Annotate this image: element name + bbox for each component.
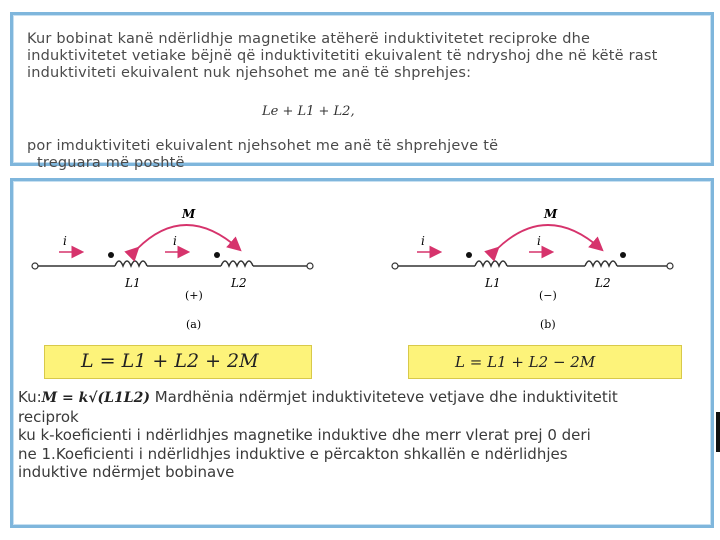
explanation-line-2: reciprok (18, 407, 79, 426)
label-i2: i (173, 234, 177, 248)
label-sign: (−) (539, 289, 557, 302)
dot-marker-1 (466, 252, 472, 258)
dot-marker-2 (620, 252, 626, 258)
terminal-left (32, 263, 38, 269)
coupled-coils-diagram-a (25, 189, 325, 339)
intro-line-4: por imduktiviteti ekuivalent njehsohet me anë të shprehjeve të (27, 138, 499, 154)
mutual-inductance-formula: M = k√(L1L2) (41, 390, 150, 406)
terminal-left (392, 263, 398, 269)
label-sign: (+) (185, 289, 203, 302)
label-l2: L2 (595, 276, 611, 290)
label-m: M (182, 207, 196, 221)
terminal-right (667, 263, 673, 269)
label-caption: (a) (186, 318, 202, 331)
coil-l2 (221, 261, 253, 266)
intro-paragraph (27, 31, 707, 82)
formula-series-aiding: L = L1 + L2 + 2M (44, 345, 312, 379)
intro-line-5: treguara më poshtë (37, 155, 185, 171)
explanation-line-5: induktive ndërmjet bobinave (18, 463, 235, 481)
terminal-right (307, 263, 313, 269)
coil-l2 (585, 261, 617, 266)
explanation-line-1-rest: Mardhënia ndërmjet induktiviteteve vetjave dhe induktivitetit (149, 388, 618, 406)
intro-line-2: induktivitetet vetiake bëjnë që induktivitetiti ekuivalent të ndryshoj dhe në këtë rast (27, 48, 658, 64)
intro-line-1: Kur bobinat kanë ndërlidhje magnetike atëherë induktivitetet reciproke dhe (27, 31, 591, 47)
coupled-coils-diagram-b (385, 189, 685, 339)
label-caption: (b) (540, 318, 556, 331)
label-l1: L1 (485, 276, 501, 290)
coil-l1 (475, 261, 507, 266)
label-m: M (544, 207, 558, 221)
explanation-line-1 (18, 388, 708, 408)
label-i1: i (421, 234, 425, 248)
label-l1: L1 (125, 276, 141, 290)
explanation-prefix: Ku: (18, 388, 42, 406)
label-i2: i (537, 234, 541, 248)
coil-l1 (115, 261, 147, 266)
intro-line-3: induktiviteti ekuivalent nuk njehsohet me anë të shprehjes: (27, 65, 472, 81)
explanation-line-3: ku k-koeficienti i ndërlidhjes magnetike induktive dhe merr vlerat prej 0 deri (18, 426, 591, 444)
dot-marker-2 (214, 252, 220, 258)
mutual-arc (497, 225, 601, 249)
label-l2: L2 (231, 276, 247, 290)
mutual-arc (137, 225, 239, 249)
simple-sum-formula: Le + L1 + L2, (262, 104, 355, 119)
explanation-text (18, 388, 708, 482)
right-edge-bar (716, 412, 720, 452)
label-i1: i (63, 234, 67, 248)
intro-panel (10, 12, 714, 171)
formula-series-opposing: L = L1 + L2 − 2M (408, 345, 682, 379)
intro-paragraph-2 (27, 138, 707, 172)
dot-marker-1 (108, 252, 114, 258)
explanation-line-4: ne 1.Koeficienti i ndërlidhjes induktive e përcakton shkallën e ndërlidhjes (18, 444, 568, 463)
